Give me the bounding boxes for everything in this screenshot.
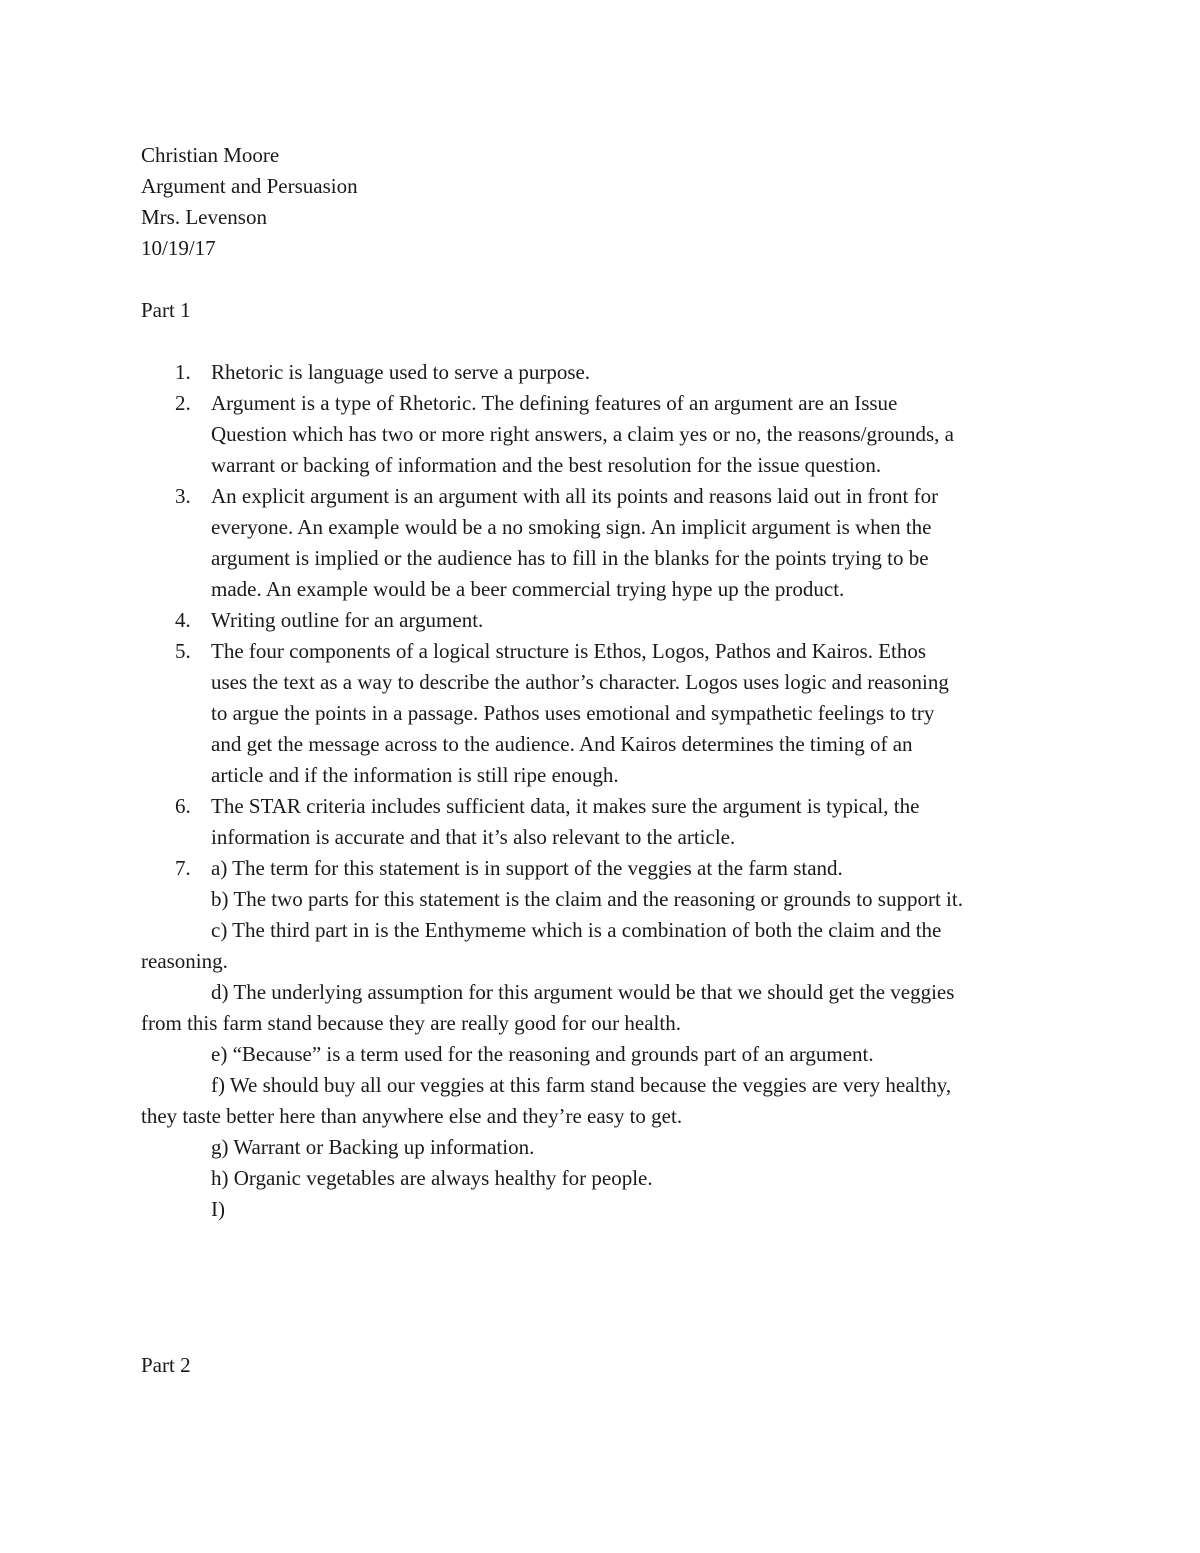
list-item-text: information is accurate and that it’s also relevant to the article. (211, 825, 736, 849)
list-item-number: 5. (175, 639, 191, 663)
part-1-heading: Part 1 (141, 298, 191, 322)
date: 10/19/17 (141, 236, 216, 260)
list-item (141, 357, 1061, 388)
list-item (141, 636, 1061, 791)
list-item (141, 605, 1061, 636)
sub-answer-line: reasoning. (141, 949, 228, 973)
list-item-text: and get the message across to the audience. And Kairos determines the timing of an (211, 732, 913, 756)
teacher-name: Mrs. Levenson (141, 205, 267, 229)
list-item-number: 2. (175, 391, 191, 415)
list-item-text: Rhetoric is language used to serve a purpose. (211, 360, 591, 384)
document-page (141, 140, 1061, 1225)
list-item-text: everyone. An example would be a no smoking sign. An implicit argument is when the (211, 515, 932, 539)
list-item-text: a) The term for this statement is in support of the veggies at the farm stand. (211, 856, 843, 880)
list-item-text: made. An example would be a beer commercial trying hype up the product. (211, 577, 845, 601)
list-item-number: 3. (175, 484, 191, 508)
sub-answer-line: b) The two parts for this statement is the claim and the reasoning or grounds to support it. (211, 887, 963, 911)
sub-answer-line: g) Warrant or Backing up information. (211, 1135, 535, 1159)
sub-answer-line: h) Organic vegetables are always healthy for people. (211, 1166, 653, 1190)
list-item-number: 1. (175, 360, 191, 384)
sub-answer-line: e) “Because” is a term used for the reasoning and grounds part of an argument. (211, 1042, 874, 1066)
list-item-number: 4. (175, 608, 191, 632)
list-item-text: The STAR criteria includes sufficient data, it makes sure the argument is typical, the (211, 794, 920, 818)
list-item-text: The four components of a logical structure is Ethos, Logos, Pathos and Kairos. Ethos (211, 639, 927, 663)
list-item (141, 481, 1061, 605)
list-item (141, 791, 1061, 853)
list-item (141, 388, 1061, 481)
list-item-text: uses the text as a way to describe the author’s character. Logos uses logic and reasoning (211, 670, 949, 694)
sub-answer-line: d) The underlying assumption for this argument would be that we should get the veggies (211, 980, 955, 1004)
list-item-text: Writing outline for an argument. (211, 608, 484, 632)
sub-answer-line: from this farm stand because they are really good for our health. (141, 1011, 681, 1035)
sub-answers (141, 884, 1061, 1225)
sub-answer-line: c) The third part in is the Enthymeme which is a combination of both the claim and the (211, 918, 942, 942)
list-item-text: Question which has two or more right answers, a claim yes or no, the reasons/grounds, a (211, 422, 954, 446)
student-name: Christian Moore (141, 143, 280, 167)
list-item-text: An explicit argument is an argument with all its points and reasons laid out in front for (211, 484, 939, 508)
list-item-text: article and if the information is still ripe enough. (211, 763, 619, 787)
sub-answer-line: f) We should buy all our veggies at this farm stand because the veggies are very healthy, (211, 1073, 952, 1097)
part-2-heading: Part 2 (141, 1353, 191, 1377)
list-item-text: Argument is a type of Rhetoric. The defining features of an argument are an Issue (211, 391, 898, 415)
list-item-text: argument is implied or the audience has to fill in the blanks for the points trying to be (211, 546, 929, 570)
list-item-number: 7. (175, 856, 191, 880)
sub-answer-line: they taste better here than anywhere else and they’re easy to get. (141, 1104, 683, 1128)
list-item-text: warrant or backing of information and the best resolution for the issue question. (211, 453, 882, 477)
list-item-text: to argue the points in a passage. Pathos uses emotional and sympathetic feelings to try (211, 701, 935, 725)
course-name: Argument and Persuasion (141, 174, 358, 198)
sub-answer-line: I) (211, 1197, 225, 1221)
list-item-number: 6. (175, 794, 191, 818)
list-item (141, 853, 1061, 884)
part-1-list (141, 357, 1061, 884)
